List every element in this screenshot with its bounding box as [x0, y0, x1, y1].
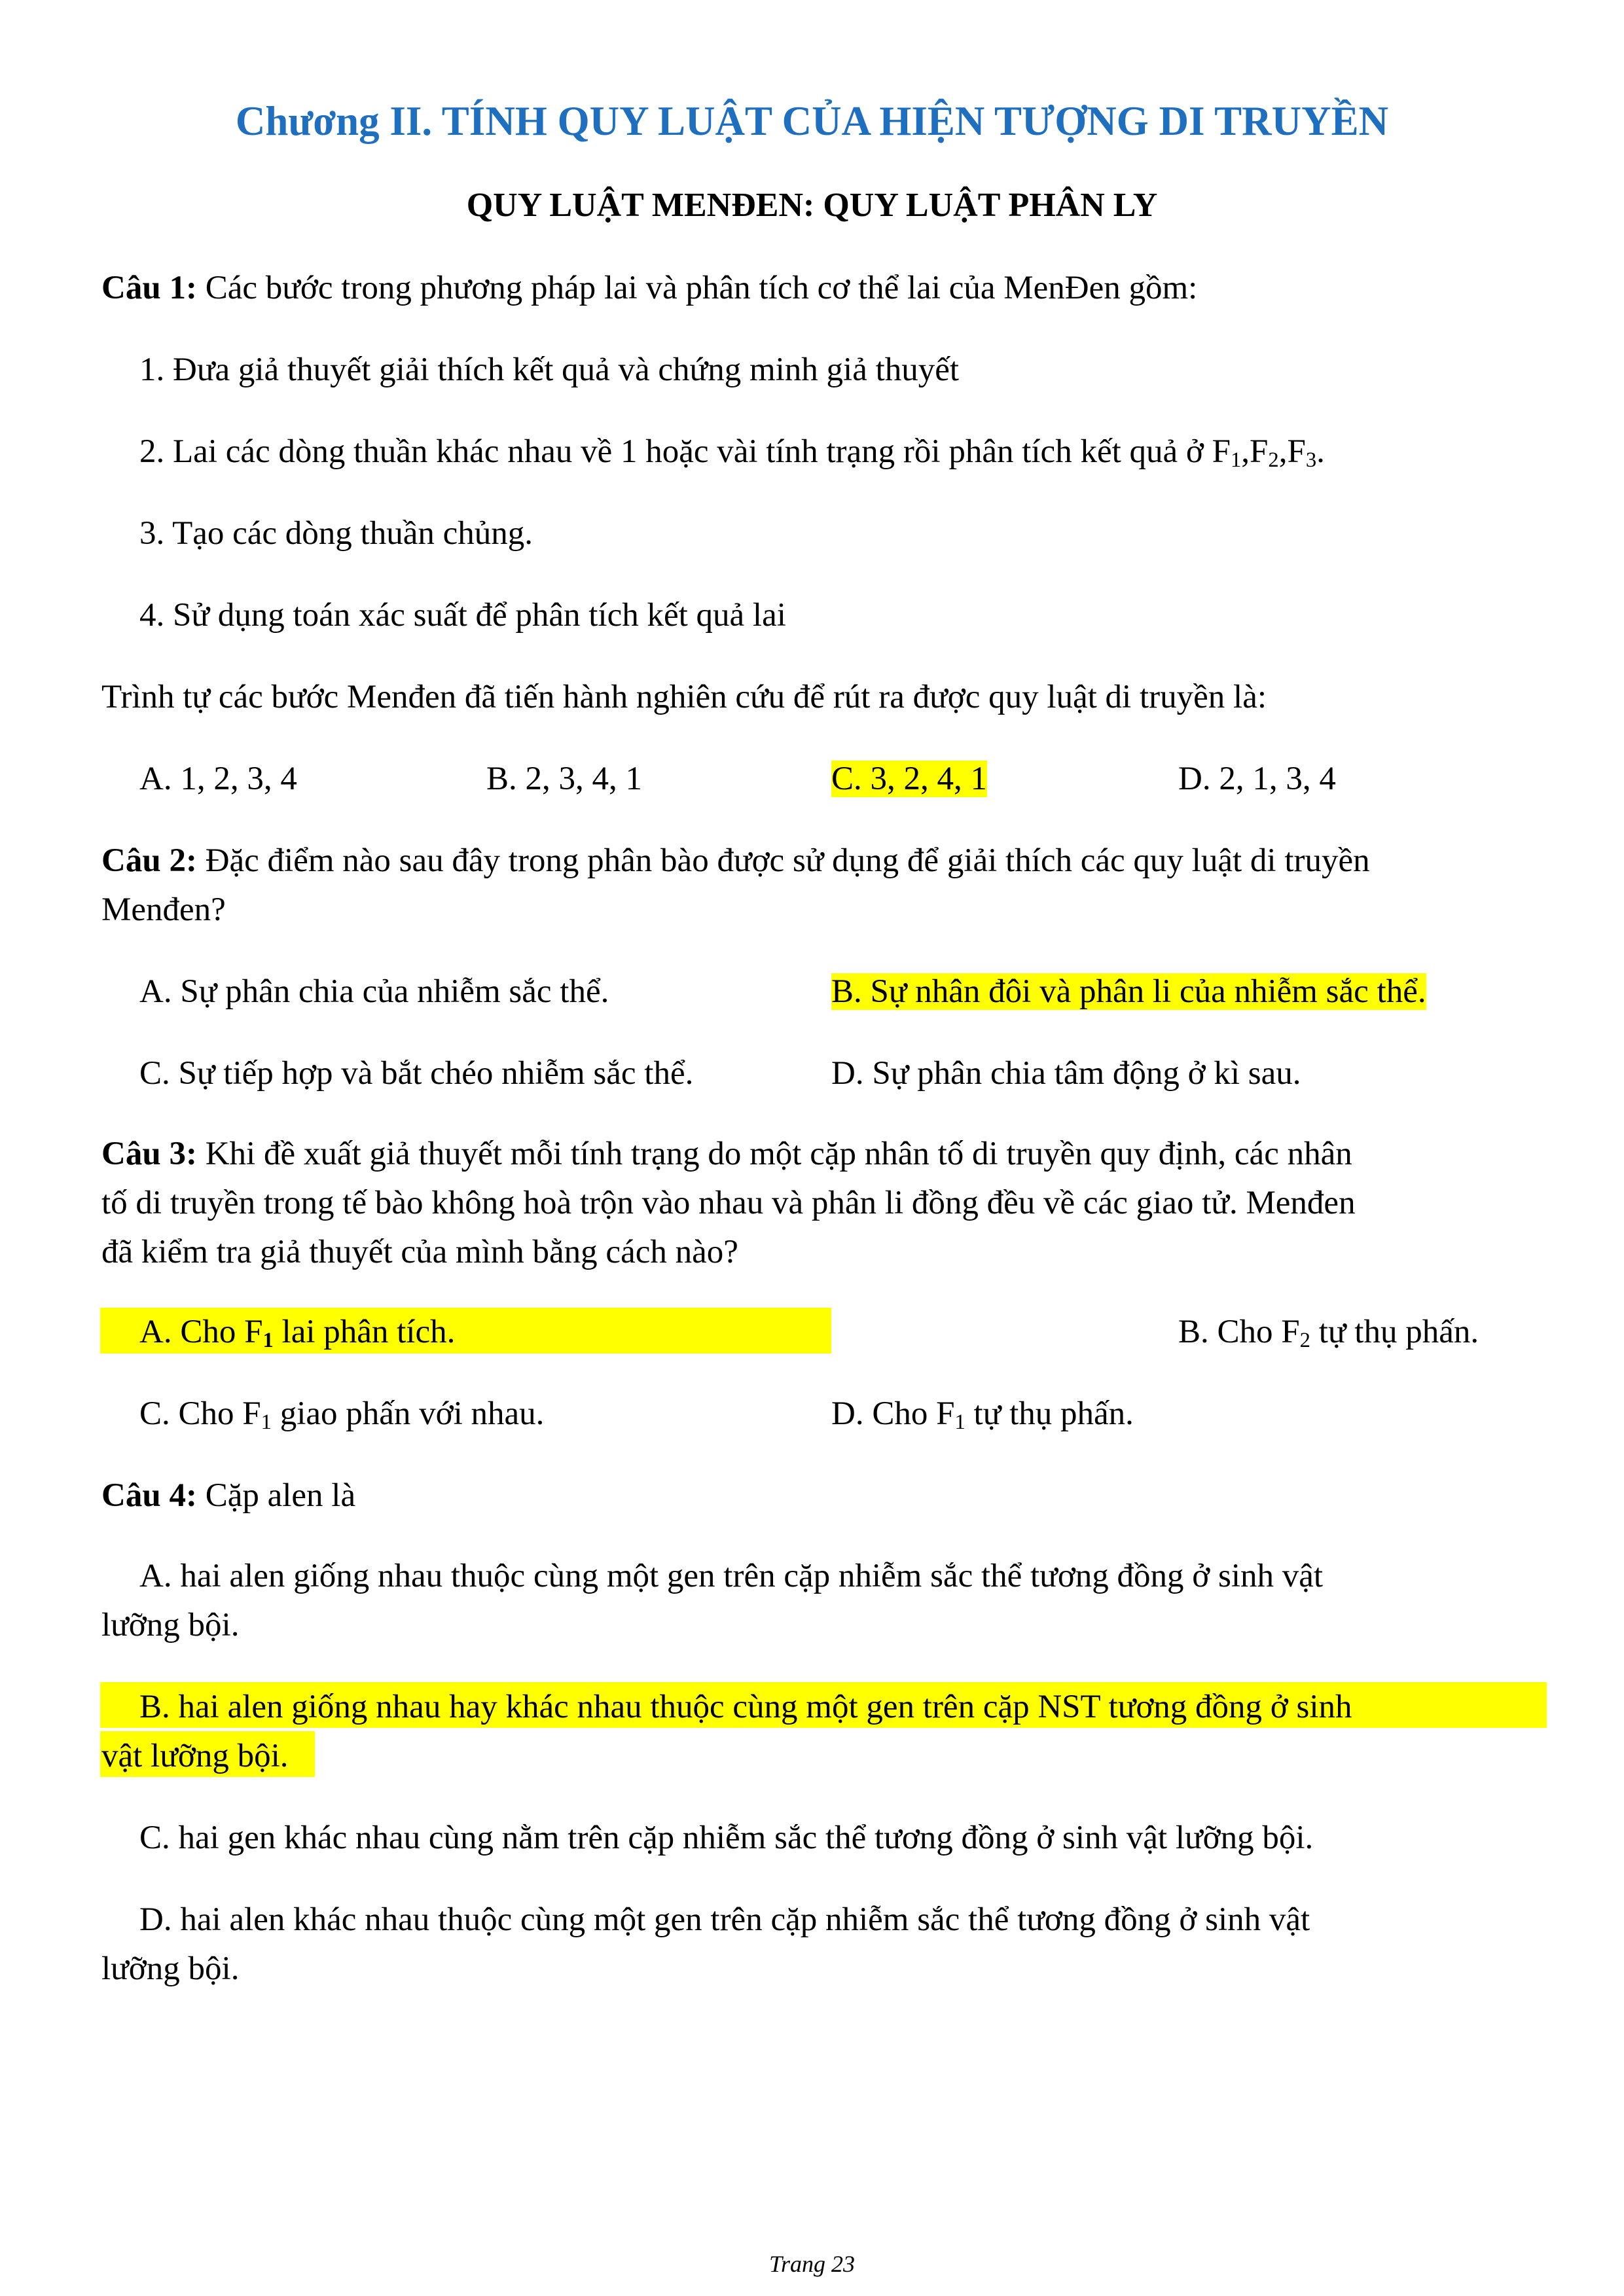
q4-option-c: C. hai gen khác nhau cùng nằm trên cặp nhiễm sắc thể tương đồng ở sinh vật lưỡng bội. — [139, 1820, 1314, 1856]
q3-option-d: D. Cho $F_1$ tự thụ phấn. — [831, 1395, 1134, 1435]
question-1-label: Câu 1: — [101, 270, 197, 306]
question-2-label: Câu 2: — [101, 842, 197, 879]
question-3: Câu 3: Khi đề xuất giả thuyết mỗi tính trạng do một cặp nhân tố di truyền quy định, các nhân — [101, 1136, 1352, 1172]
q4-option-d-line-2: lưỡng bội. — [101, 1950, 240, 1987]
q4-option-b: B. hai alen giống nhau hay khác nhau thuộc cùng một gen trên cặp NST tương đồng ở sinh — [139, 1689, 1352, 1725]
q1-option-d: D. 2, 1, 3, 4 — [1178, 761, 1336, 797]
q1-option-a: A. 1, 2, 3, 4 — [139, 761, 297, 797]
question-4-label: Câu 4: — [101, 1477, 197, 1514]
q1-option-c — [831, 759, 987, 799]
q4-option-b-line-2: vật lưỡng bội. — [101, 1738, 289, 1774]
answer-highlight: B. Sự nhân đôi và phân li của nhiễm sắc thể. — [831, 973, 1426, 1010]
answer-highlight: C. 3, 2, 4, 1 — [831, 761, 988, 797]
q4-option-a: A. hai alen giống nhau thuộc cùng một gen trên cặp nhiễm sắc thể tương đồng ở sinh vật — [139, 1558, 1324, 1594]
q1-step-1: 1. Đưa giả thuyết giải thích kết quả và chứng minh giả thuyết — [139, 351, 960, 388]
question-3-line-2: tố di truyền trong tế bào không hoà trộn vào nhau và phân li đồng đều về các giao tử. Menđen — [101, 1185, 1356, 1221]
q3-option-a: A. Cho $F_1$ lai phân tích. — [139, 1314, 456, 1353]
q1-option-b: B. 2, 3, 4, 1 — [486, 761, 643, 797]
q3-option-b: B. Cho $F_2$ tự thụ phấn. — [1178, 1314, 1479, 1353]
q2-option-a: A. Sự phân chia của nhiễm sắc thể. — [139, 973, 609, 1010]
page-number: Trang 23 — [768, 2251, 856, 2277]
question-1 — [101, 268, 1549, 308]
q2-option-b — [831, 972, 1426, 1012]
q3-option-c: C. Cho $F_1$ giao phấn với nhau. — [139, 1395, 545, 1435]
chapter-title: Chương II. TÍNH QUY LUẬT CỦA HIỆN TƯỢNG DI TRUYỀN — [235, 98, 1389, 144]
q1-step-4: 4. Sử dụng toán xác suất để phân tích kết quả lai — [139, 597, 786, 634]
question-2: Câu 2: Đặc điểm nào sau đây trong phân bào được sử dụng để giải thích các quy luật di truyền — [101, 842, 1370, 879]
question-1-text: Các bước trong phương pháp lai và phân tích cơ thể lai của MenĐen gồm: — [196, 270, 1198, 306]
q1-step-3: 3. Tạo các dòng thuần chủng. — [139, 515, 533, 552]
q1-step-2: 2. Lai các dòng thuần khác nhau về 1 hoặc vài tính trạng rồi phân tích kết quả ở $F_1,F_2,F_3$. — [139, 433, 1325, 473]
q4-option-d: D. hai alen khác nhau thuộc cùng một gen trên cặp nhiễm sắc thể tương đồng ở sinh vật — [139, 1901, 1310, 1938]
q2-option-d: D. Sự phân chia tâm động ở kì sau. — [831, 1055, 1301, 1092]
q4-option-a-line-2: lưỡng bội. — [101, 1607, 240, 1643]
question-3-label: Câu 3: — [101, 1136, 197, 1172]
question-4: Câu 4: Cặp alen là — [101, 1477, 356, 1514]
question-3-line-3: đã kiểm tra giả thuyết của mình bằng cách nào? — [101, 1234, 738, 1270]
question-2-line-2: Menđen? — [101, 891, 226, 928]
q2-option-c: C. Sự tiếp hợp và bắt chéo nhiễm sắc thể. — [139, 1055, 694, 1092]
section-title: QUY LUẬT MENĐEN: QUY LUẬT PHÂN LY — [466, 187, 1158, 224]
q1-prompt: Trình tự các bước Menđen đã tiến hành nghiên cứu để rút ra được quy luật di truyền là: — [101, 679, 1267, 715]
